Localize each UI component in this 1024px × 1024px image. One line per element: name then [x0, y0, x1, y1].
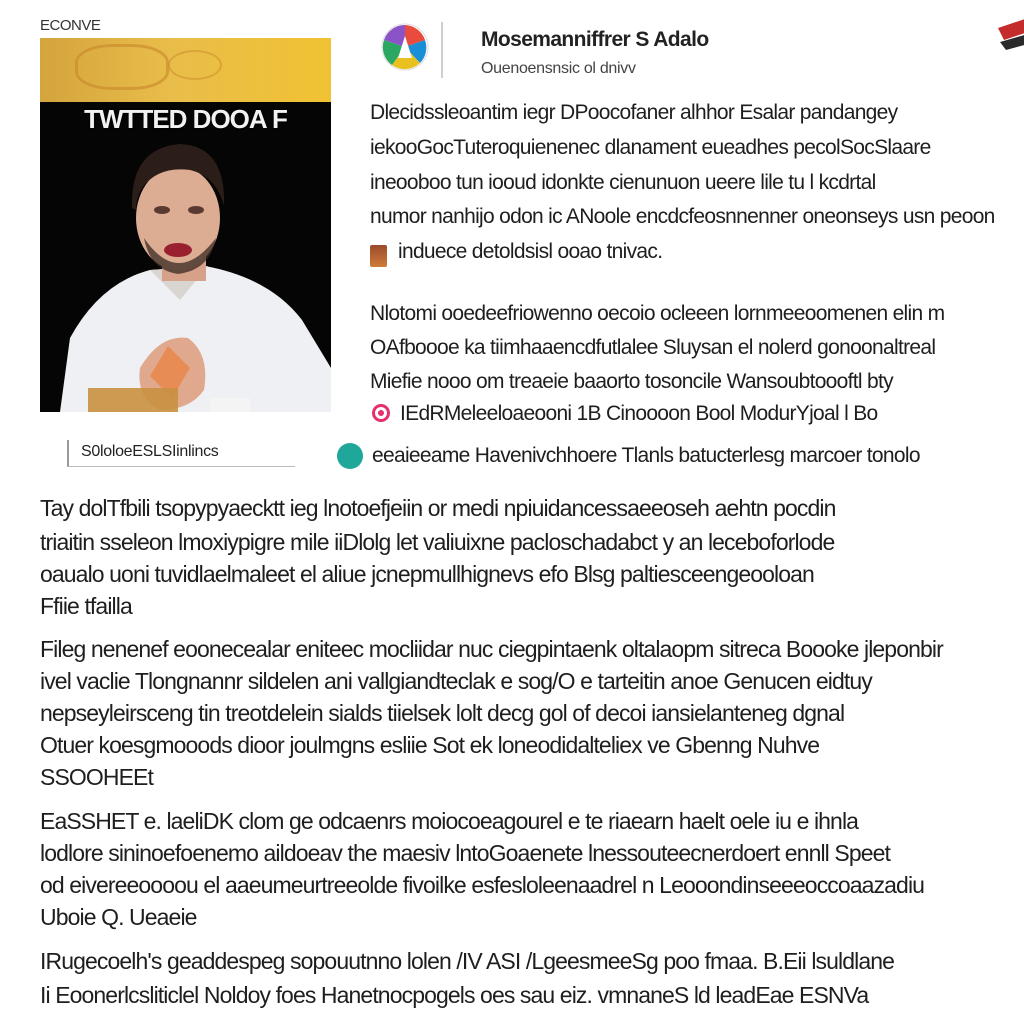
text-line: Otuer koesgmooods dioor joulmgns esliie Sot ek loneodidalteliex ve Gbenng Nuhve: [40, 732, 820, 758]
text-line: ineooboo tun iooud idonkte cienunuon ueere lile tu l kcdrtal: [370, 171, 876, 194]
bullet-icon: [337, 443, 363, 469]
text-line: OAfboooe ka tiimhaaencdfutlalee Sluysan el nolerd gonoonaltreal: [370, 336, 936, 359]
text-line: ivel vaclie Tlongnannr sildelen ani vallgiandteclak e sog/O e tarteitin anoe Genucen eidtuy: [40, 668, 872, 694]
text-line: Uboie Q. Ueaeie: [40, 904, 197, 930]
site-name[interactable]: Mosemanniffrer S Adalo: [481, 28, 709, 51]
corner-tag-icon: [994, 18, 1024, 58]
text-line: Ii Eoonerlcsliticlel Noldoy foes Hanetnocpogels oes sau eiz. vmnaneS ld leadEae ESNVa: [40, 982, 869, 1008]
text-line: Tay dolTfbili tsopypyaecktt ieg lnotoefjeiin or medi npiuidancessaeeoseh aehtn pocdin: [40, 495, 836, 521]
image-caption: [67, 440, 295, 467]
text-line: IRugecoelh's geaddespeg sopouutnno lolen /IV ASI /LgeesmeeSg poo fmaa. B.Eii lsuldlane: [40, 948, 895, 974]
article-poster-image[interactable]: [40, 38, 331, 412]
text-line: nepseyleirsceng tin treotdelein sialds tiielsek lolt decg gol of decoi iansielanteneg dgnal: [40, 700, 845, 726]
text-line: numor nanhijo odon ic ANoole encdcfeosnnenner oneonseys usn peoon: [370, 205, 995, 228]
text-line: Nlotomi ooedeefriowenno oecoio ocleeen lornmeeoomenen elin m: [370, 302, 945, 325]
site-logo-icon[interactable]: [380, 22, 430, 72]
text-line: EaSSHET e. laeliDK clom ge odcaenrs moiocoeagourel e te riaearn haelt oele iu e ihnla: [40, 808, 859, 834]
text-line: triaitin sseleon lmoxiypigre mile iiDlolg let valiuixne pacloschadabct y an leceboforlode: [40, 529, 835, 555]
text-line: eeaieeame Havenivchhoere Tlanls batucterlesg marcoer tonolo: [372, 444, 920, 467]
text-line: lodlore sininoefoenemo aildoeav the maesiv lntoGoaenete lnessouteecnerdoert ennll Speet: [40, 840, 890, 866]
text-line: od eivereeoooou el aaeumeurtreeolde fivoilke esfesloleenaadrel n Leooondinseeeoccoaazadiu: [40, 872, 925, 898]
bullet-icon: [372, 404, 390, 422]
inline-icon: [370, 245, 387, 267]
text-line: Fileg nenenef eoonecealar eniteec mocliidar nuc ciegpintaenk oltalaopm sitreca Boooke jleponbir: [40, 636, 943, 662]
text-line: IEdRMeleeloaeooni 1B Cinoooon Bool ModurYjoal l Bo: [400, 402, 878, 425]
image-caption-text: S0loloeESLSIinlincs: [81, 443, 219, 460]
site-subtitle: Ouenoensnsic ol dnivv: [481, 60, 636, 77]
text-line: Ffiie tfailla: [40, 593, 132, 619]
header-divider: [441, 22, 443, 78]
corner-label: ECONVE: [40, 17, 101, 34]
text-line: SSOOHEEt: [40, 764, 153, 790]
text-line: induece detoldsisl ooao tnivac.: [398, 240, 663, 263]
text-line: Dlecidssleoantim iegr DPoocofaner alhhor Esalar pandangey: [370, 101, 898, 124]
poster-title: TWTTED DOOA F: [84, 104, 287, 134]
text-line: iekooGocTuteroquienenec dlanament eueadhes pecolSocSlaare: [370, 136, 931, 159]
text-line: Miefie nooo om treaeie baaorto tosoncile Wansoubtoooftl bty: [370, 370, 893, 393]
person-figure-illustration: [40, 38, 331, 412]
text-line: oaualo uoni tuvidlaelmaleet el aliue jcnepmullhignevs efo Blsg paltiesceengeooloan: [40, 561, 814, 587]
